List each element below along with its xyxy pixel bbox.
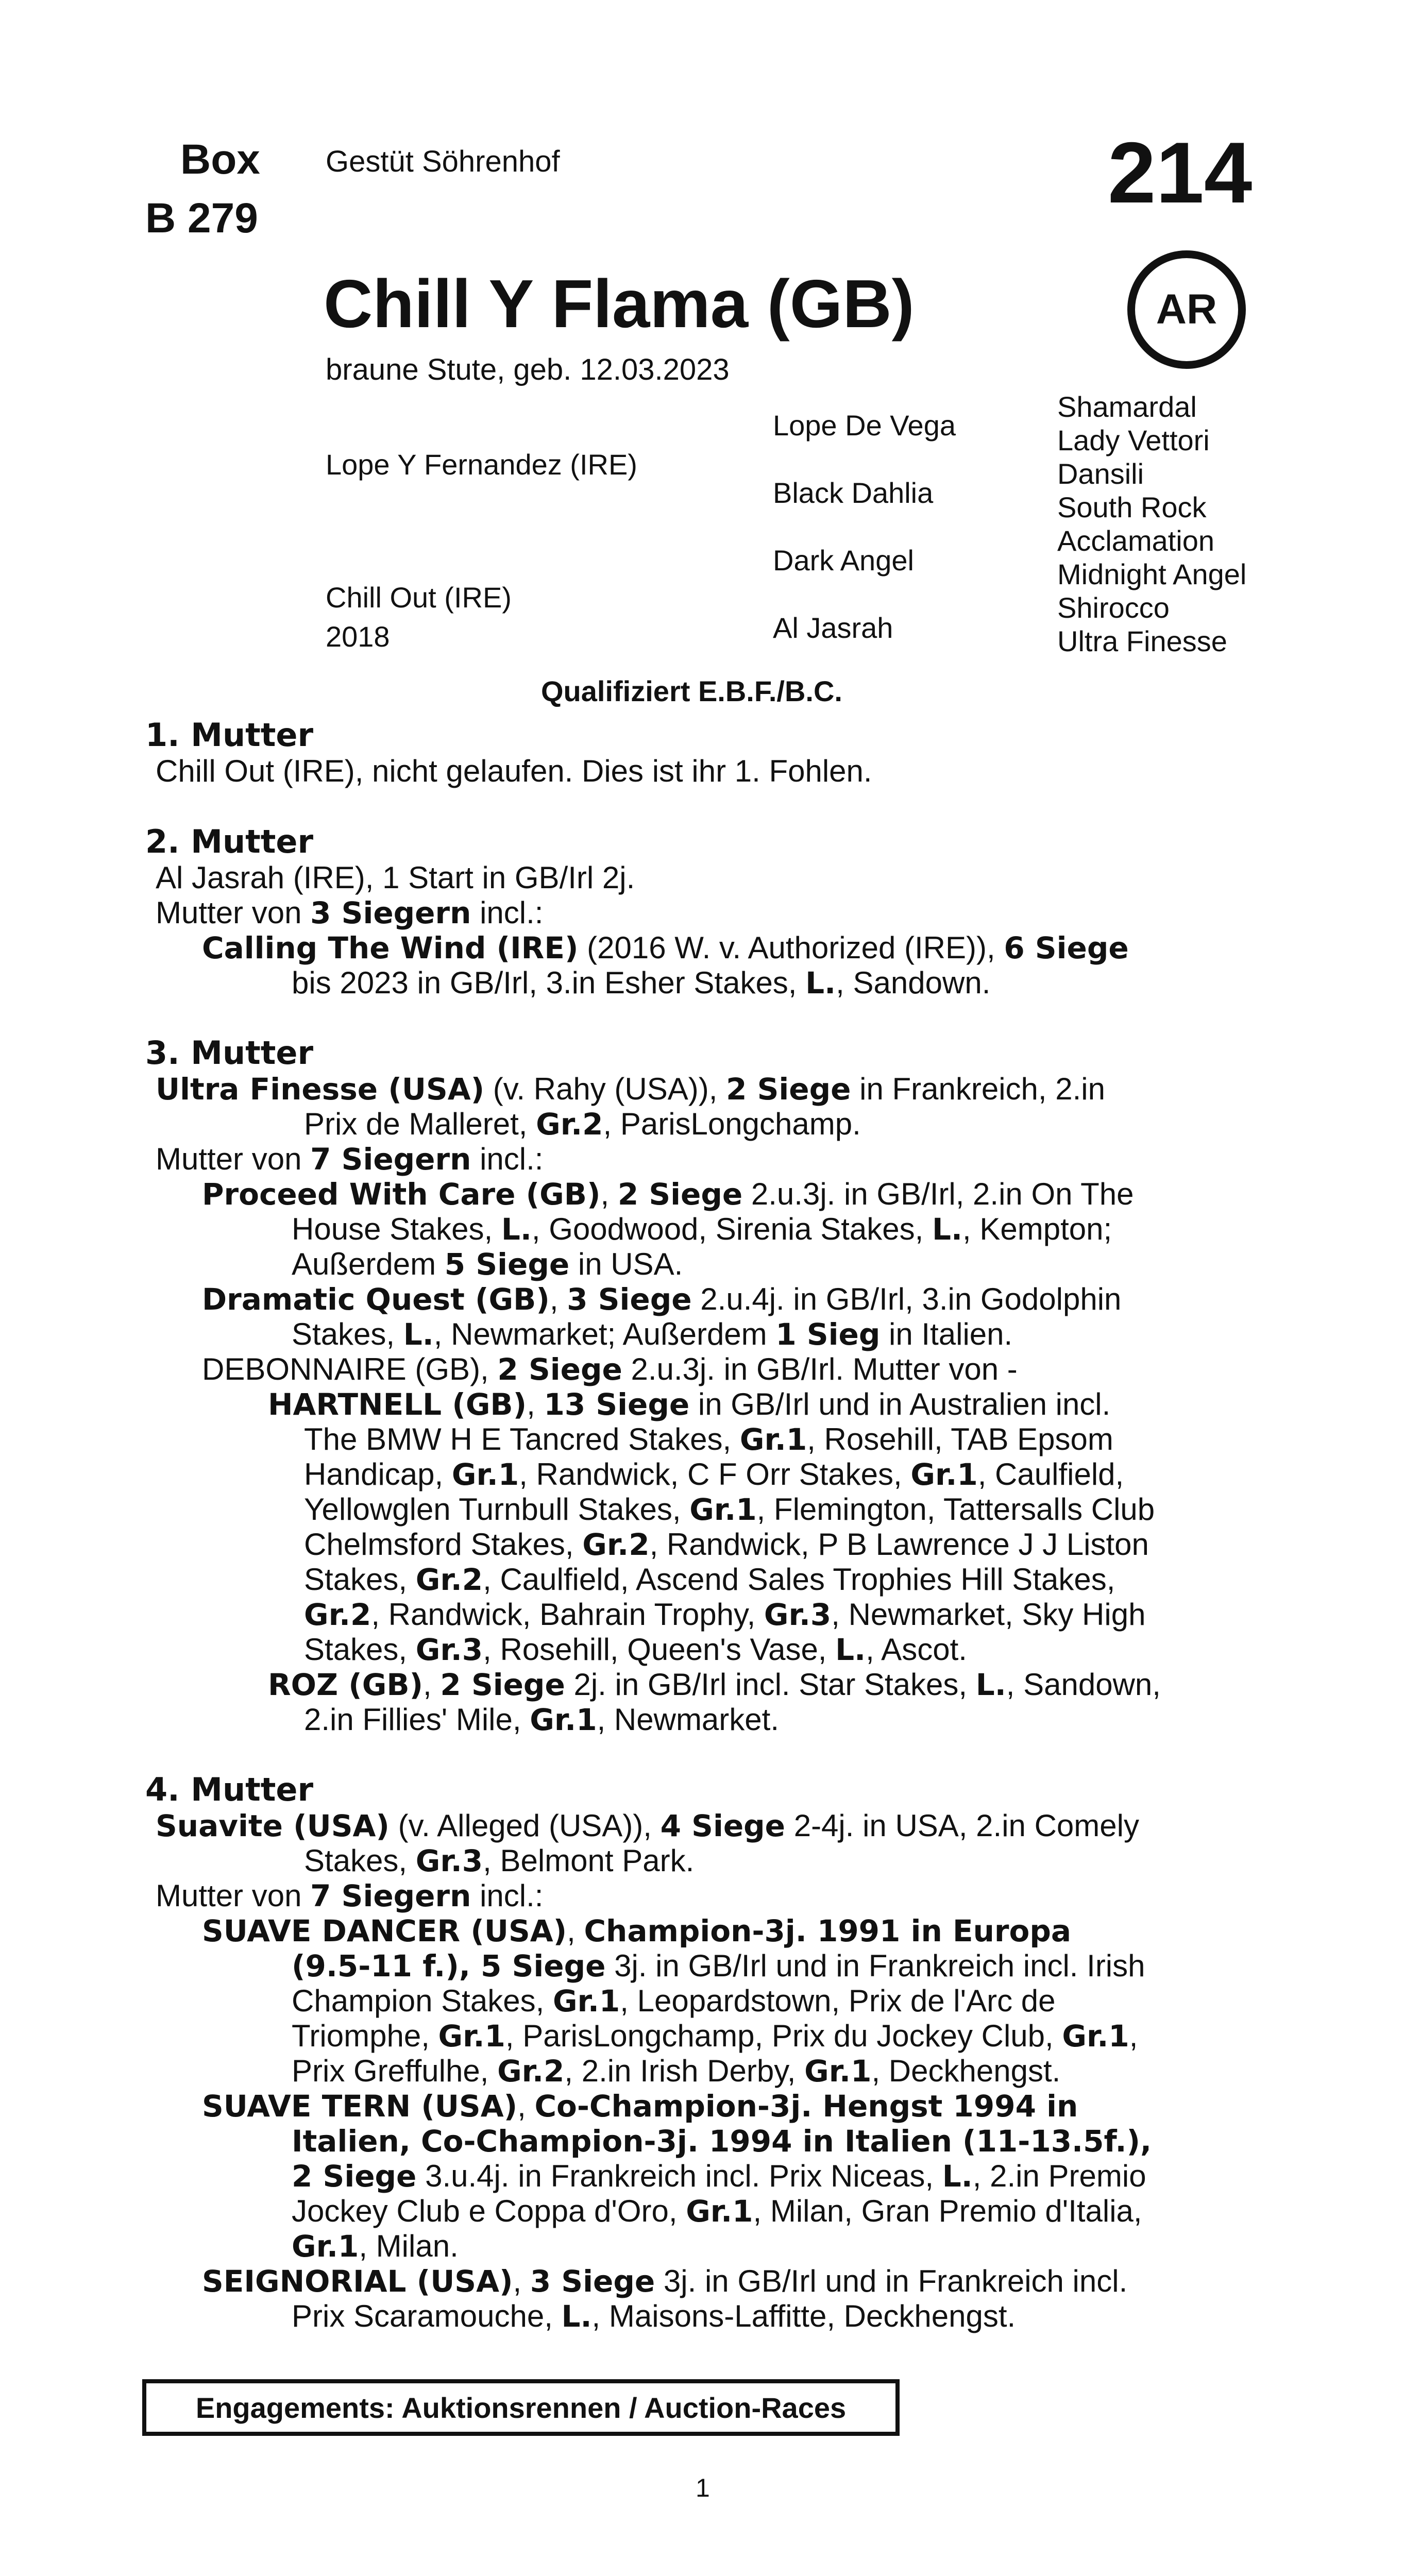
grand-produce-entry-cont: 2.in Fillies' Mile, Gr.1, Newmarket. [304,1702,779,1737]
produce-entry-cont: Prix Greffulhe, Gr.2, 2.in Irish Derby, Gr.1, Deckhengst. [292,2054,1061,2089]
produce-entry-cont: Prix Scaramouche, L., Maisons-Laffitte, Deckhengst. [292,2299,1016,2334]
produce-entry-cont: 2 Siege 3.u.4j. in Frankreich incl. Prix Niceas, L., 2.in Premio [292,2159,1146,2194]
produce-entry: Dramatic Quest (GB), 3 Siege 2.u.4j. in GB/Irl, 3.in Godolphin [202,1282,1122,1317]
engagements-label: Engagements: Auktionsrennen / Auction-Races [195,2391,847,2424]
page-number: 1 [696,2473,710,2502]
produce-entry-cont: Triomphe, Gr.1, ParisLongchamp, Prix du Jockey Club, Gr.1, [292,2019,1138,2054]
pedigree-great-grandparent: South Rock [1057,491,1207,523]
produce-entry-cont: Jockey Club e Coppa d'Oro, Gr.1, Milan, Gran Premio d'Italia, [292,2194,1142,2229]
section-title-2: 2. Mutter [145,823,314,860]
produce-entry-cont: Außerdem 5 Siege in USA. [292,1247,683,1282]
pedigree-great-grandparent: Dansili [1057,457,1144,490]
grand-produce-entry-cont: Handicap, Gr.1, Randwick, C F Orr Stakes, Gr.1, Caulfield, [304,1457,1124,1492]
grand-produce-entry-cont: Gr.2, Randwick, Bahrain Trophy, Gr.3, Newmarket, Sky High [304,1597,1146,1632]
breeder: Gestüt Söhrenhof [326,145,560,178]
grand-produce-entry-cont: Yellowglen Turnbull Stakes, Gr.1, Flemington, Tattersalls Club [304,1492,1155,1527]
box-number: B 279 [145,195,258,242]
produce-entry: Proceed With Care (GB), 2 Siege 2.u.3j. in GB/Irl, 2.in On The [202,1177,1134,1212]
grand-produce-entry-cont: The BMW H E Tancred Stakes, Gr.1, Rosehill, TAB Epsom [304,1422,1113,1457]
pedigree-great-grandparent: Lady Vettori [1057,424,1210,456]
pedigree-great-grandparent: Ultra Finesse [1057,625,1227,657]
produce-entry: SUAVE TERN (USA), Co-Champion-3j. Hengst 1994 in [202,2089,1078,2124]
produce-summary: Mutter von 7 Siegern incl.: [156,1142,544,1177]
produce-entry: SUAVE DANCER (USA), Champion-3j. 1991 in Europa [202,1913,1071,1948]
pedigree-great-grandparent: Midnight Angel [1057,558,1247,590]
box-label: Box [180,136,260,183]
pedigree-great-grandparent: Shamardal [1057,391,1197,423]
second-dam-line: Al Jasrah (IRE), 1 Start in GB/Irl 2j. [156,860,635,895]
section-title-1: 1. Mutter [145,716,314,754]
produce-entry-cont: Champion Stakes, Gr.1, Leopardstown, Prix de l'Arc de [292,1984,1056,2019]
ar-badge-label: AR [1156,286,1217,333]
produce-entry-cont: (9.5-11 f.), 5 Siege 3j. in GB/Irl und in Frankreich incl. Irish [292,1948,1145,1984]
section-title-3: 3. Mutter [145,1034,314,1072]
dam-line: Chill Out (IRE), nicht gelaufen. Dies ist ihr 1. Fohlen. [156,754,872,788]
produce-entry-cont: Gr.1, Milan. [292,2229,459,2264]
grand-produce-entry: ROZ (GB), 2 Siege 2j. in GB/Irl incl. Star Stakes, L., Sandown, [268,1667,1161,1702]
grand-produce-entry-cont: Chelmsford Stakes, Gr.2, Randwick, P B Lawrence J J Liston [304,1527,1149,1562]
engagements-box [142,2379,900,2436]
pedigree-grandparent: Black Dahlia [773,477,934,509]
third-dam-line: Ultra Finesse (USA) (v. Rahy (USA)), 2 Siege in Frankreich, 2.in [156,1072,1106,1107]
pedigree-dam-year: 2018 [326,620,390,653]
pedigree-great-grandparent: Shirocco [1057,591,1170,624]
third-dam-line-cont: Prix de Malleret, Gr.2, ParisLongchamp. [304,1107,861,1142]
produce-summary: Mutter von 3 Siegern incl.: [156,895,544,930]
horse-description: braune Stute, geb. 12.03.2023 [326,353,730,386]
produce-entry-cont: House Stakes, L., Goodwood, Sirenia Stakes, L., Kempton; [292,1212,1112,1247]
ar-badge [1127,250,1246,369]
qualification: Qualifiziert E.B.F./B.C. [541,675,842,707]
grand-produce-entry-cont: Stakes, Gr.2, Caulfield, Ascend Sales Trophies Hill Stakes, [304,1562,1115,1597]
pedigree-grandparent: Lope De Vega [773,409,956,442]
fourth-dam-line: Suavite (USA) (v. Alleged (USA)), 4 Siege 2-4j. in USA, 2.in Comely [156,1808,1139,1843]
produce-entry-cont: Stakes, L., Newmarket; Außerdem 1 Sieg in Italien. [292,1317,1013,1352]
pedigree-grandparent: Al Jasrah [773,612,893,644]
fourth-dam-line-cont: Stakes, Gr.3, Belmont Park. [304,1843,695,1878]
horse-name: Chill Y Flama (GB) [324,266,915,342]
pedigree-grandparent: Dark Angel [773,544,914,577]
pedigree-dam: Chill Out (IRE) [326,581,512,614]
lot-number: 214 [1108,124,1253,221]
produce-entry-cont: bis 2023 in GB/Irl, 3.in Esher Stakes, L., Sandown. [292,965,991,1001]
pedigree-sire: Lope Y Fernandez (IRE) [326,448,637,481]
grand-produce-entry-cont: Stakes, Gr.3, Rosehill, Queen's Vase, L., Ascot. [304,1632,967,1667]
produce-entry-cont: Italien, Co-Champion-3j. 1994 in Italien (11-13.5f.), [292,2124,1152,2159]
produce-entry: DEBONNAIRE (GB), 2 Siege 2.u.3j. in GB/Irl. Mutter von - [202,1352,1018,1387]
produce-summary: Mutter von 7 Siegern incl.: [156,1878,544,1913]
produce-entry: Calling The Wind (IRE) (2016 W. v. Authorized (IRE)), 6 Siege [202,930,1129,965]
grand-produce-entry: HARTNELL (GB), 13 Siege in GB/Irl und in Australien incl. [268,1387,1111,1422]
pedigree-great-grandparent: Acclamation [1057,524,1215,557]
produce-entry: SEIGNORIAL (USA), 3 Siege 3j. in GB/Irl und in Frankreich incl. [202,2264,1128,2299]
section-title-4: 4. Mutter [145,1771,314,1808]
